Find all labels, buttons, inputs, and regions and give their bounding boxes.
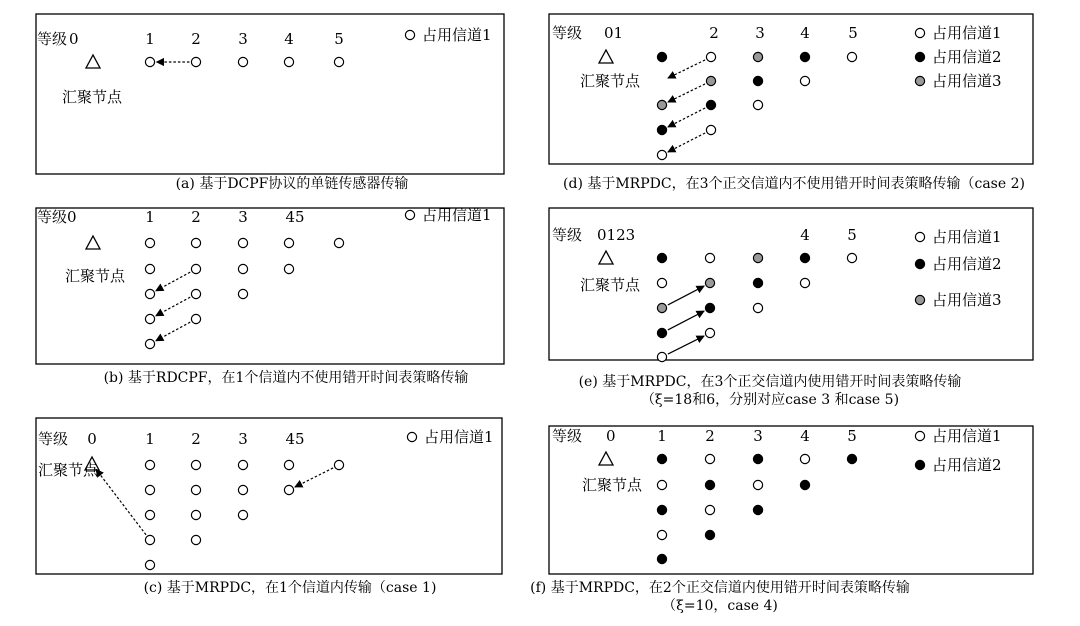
transmission-arrow <box>668 311 704 330</box>
transmission-arrow <box>156 322 190 341</box>
level-number: 01 <box>604 24 624 42</box>
level-number: 0 <box>67 208 77 226</box>
sensor-node-black <box>800 52 809 61</box>
sensor-node-white <box>800 278 809 287</box>
sensor-node-gray <box>753 52 762 61</box>
sensor-node-black <box>753 278 762 287</box>
sensor-node-white <box>800 454 809 463</box>
sink-node-icon <box>599 50 613 63</box>
panel-caption: (e) 基于MRPDC，在3个正交信道内使用错开时间表策略传输 <box>578 374 962 390</box>
sensor-node-white <box>657 150 666 159</box>
sensor-node-black <box>706 100 715 109</box>
level-number: 0 <box>87 430 97 448</box>
sensor-node-white <box>145 535 154 544</box>
sensor-node-black <box>800 480 809 489</box>
sensor-node-white <box>705 253 714 262</box>
sensor-node-gray <box>705 278 714 287</box>
legend-label: 占用信道1 <box>424 428 494 446</box>
legend-swatch-white <box>407 432 416 441</box>
level-number: 2 <box>191 30 201 48</box>
sensor-node-white <box>145 238 154 247</box>
sensor-node-white <box>284 485 293 494</box>
sensor-node-gray <box>753 253 762 262</box>
sensor-node-white <box>753 303 762 312</box>
sensor-node-black <box>705 303 714 312</box>
sensor-node-black <box>657 328 666 337</box>
sensor-node-black <box>705 480 714 489</box>
panel-b <box>36 206 504 386</box>
panel-caption: （ξ=10，case 4) <box>662 598 778 614</box>
sink-node-icon <box>86 55 100 68</box>
sensor-node-white <box>706 52 715 61</box>
sensor-node-white <box>753 100 762 109</box>
sensor-node-black <box>753 454 762 463</box>
level-number: 4 <box>284 30 294 48</box>
sink-node-icon <box>599 251 613 264</box>
level-label: 等级 <box>552 24 583 42</box>
level-number: 4 <box>800 24 810 42</box>
level-number: 3 <box>753 427 763 445</box>
panel-b-frame <box>36 208 504 364</box>
sensor-node-white <box>145 510 154 519</box>
legend-swatch-white <box>915 431 924 440</box>
sensor-node-white <box>657 278 666 287</box>
level-number: 2 <box>709 24 719 42</box>
legend-swatch-black <box>915 52 924 61</box>
level-number: 5 <box>847 427 857 445</box>
panel-caption: (c) 基于MRPDC，在1个信道内传输（case 1) <box>143 580 437 596</box>
sensor-node-white <box>705 505 714 514</box>
legend-label: 占用信道2 <box>932 456 1002 474</box>
legend-swatch-gray <box>915 295 924 304</box>
legend-label: 占用信道2 <box>932 255 1002 273</box>
sensor-node-white <box>145 339 154 348</box>
sensor-node-white <box>191 535 200 544</box>
transmission-arrow <box>668 84 705 102</box>
panel-a <box>36 14 504 192</box>
legend-swatch-black <box>915 460 924 469</box>
sensor-node-white <box>145 560 154 569</box>
sensor-node-white <box>191 238 200 247</box>
legend-label: 占用信道1 <box>422 206 492 224</box>
level-number: 1 <box>657 427 667 445</box>
transmission-arrow <box>295 468 333 487</box>
sensor-node-white <box>238 289 247 298</box>
legend-label: 占用信道2 <box>932 48 1002 66</box>
sensor-node-white <box>145 264 154 273</box>
level-number: 3 <box>755 24 765 42</box>
sensor-node-white <box>284 238 293 247</box>
sensor-node-white <box>706 125 715 134</box>
sensor-node-white <box>800 76 809 85</box>
legend-label: 占用信道3 <box>932 72 1002 90</box>
sink-node-icon <box>599 452 613 465</box>
level-number: 1 <box>145 30 155 48</box>
sensor-node-white <box>238 264 247 273</box>
sink-label: 汇聚节点 <box>581 476 643 494</box>
sensor-node-black <box>657 52 666 61</box>
transmission-arrow <box>668 336 704 354</box>
sensor-node-white <box>238 57 247 66</box>
level-number: 0123 <box>597 226 636 244</box>
panel-d <box>549 14 1033 192</box>
level-number: 1 <box>145 208 155 226</box>
legend-swatch-gray <box>915 76 924 85</box>
sensor-node-white <box>238 460 247 469</box>
panel-e <box>549 208 1033 408</box>
sensor-node-white <box>145 57 154 66</box>
level-number: 45 <box>285 208 305 226</box>
level-number: 3 <box>238 208 248 226</box>
sensor-node-black <box>705 530 714 539</box>
sensor-node-white <box>657 480 666 489</box>
sensor-node-black <box>657 505 666 514</box>
sensor-node-white <box>334 238 343 247</box>
legend-swatch-white <box>405 30 414 39</box>
sensor-node-black <box>800 253 809 262</box>
sensor-node-white <box>191 510 200 519</box>
level-number: 2 <box>191 430 201 448</box>
sink-label: 汇聚节点 <box>61 88 123 106</box>
sensor-node-black <box>657 125 666 134</box>
legend-label: 占用信道1 <box>932 24 1002 42</box>
transmission-arrow <box>668 60 705 78</box>
level-number: 0 <box>606 427 616 445</box>
level-label: 等级 <box>552 427 583 445</box>
panel-caption: (d) 基于MRPDC，在3个正交信道内不使用错开时间表策略传输（case 2) <box>563 176 1025 192</box>
level-number: 4 <box>800 427 810 445</box>
level-label: 等级 <box>37 30 68 48</box>
level-number: 3 <box>238 30 248 48</box>
transmission-arrow <box>668 108 705 127</box>
panel-caption: （ξ=18和6，分别对应case 3 和case 5) <box>640 392 900 408</box>
level-number: 3 <box>238 430 248 448</box>
legend-label: 占用信道1 <box>422 26 492 44</box>
sensor-node-black <box>657 554 666 563</box>
level-number: 1 <box>145 430 155 448</box>
sensor-node-white <box>238 485 247 494</box>
sensor-node-white <box>657 530 666 539</box>
level-number: 5 <box>847 226 857 244</box>
sensor-node-black <box>657 253 666 262</box>
legend-swatch-black <box>915 259 924 268</box>
sensor-node-black <box>847 454 856 463</box>
transmission-arrow <box>156 272 190 291</box>
sink-label: 汇聚节点 <box>579 276 641 294</box>
transmission-arrow <box>668 286 704 305</box>
legend-swatch-white <box>915 232 924 241</box>
level-label: 等级 <box>552 226 583 244</box>
sensor-node-black <box>657 454 666 463</box>
level-number: 5 <box>848 24 858 42</box>
sensor-node-white <box>847 52 856 61</box>
panel-caption: (f) 基于MRPDC，在2个正交信道内使用错开时间表策略传输 <box>530 580 910 596</box>
sensor-node-white <box>191 289 200 298</box>
panel-c <box>36 418 502 596</box>
panel-f-frame <box>549 426 1033 574</box>
sensor-node-white <box>238 510 247 519</box>
sensor-node-white <box>847 253 856 262</box>
sensor-node-white <box>334 57 343 66</box>
legend-label: 占用信道1 <box>932 228 1002 246</box>
level-number: 4 <box>800 226 810 244</box>
sensor-node-white <box>191 264 200 273</box>
sensor-node-white <box>191 57 200 66</box>
sensor-node-black <box>753 505 762 514</box>
sensor-node-white <box>753 480 762 489</box>
level-number: 5 <box>334 30 344 48</box>
level-number: 0 <box>69 30 79 48</box>
sensor-node-white <box>191 314 200 323</box>
sensor-node-white <box>284 264 293 273</box>
sensor-node-white <box>705 454 714 463</box>
sensor-node-white <box>145 289 154 298</box>
panel-caption: (a) 基于DCPF协议的单链传感器传输 <box>175 176 409 192</box>
sink-label: 汇聚节点 <box>64 267 126 285</box>
legend-swatch-white <box>915 28 924 37</box>
sensor-node-white <box>145 460 154 469</box>
level-number: 2 <box>191 208 201 226</box>
level-label: 等级 <box>37 208 68 226</box>
panel-f <box>530 426 1033 614</box>
sink-label: 汇聚节点 <box>37 461 99 479</box>
transmission-arrow <box>96 469 146 535</box>
sensor-node-black <box>753 76 762 85</box>
sink-label: 汇聚节点 <box>579 72 641 90</box>
sensor-node-gray <box>657 303 666 312</box>
sensor-node-white <box>334 460 343 469</box>
legend-label: 占用信道1 <box>932 427 1002 445</box>
sensor-node-white <box>191 485 200 494</box>
sensor-node-white <box>284 57 293 66</box>
transmission-arrow <box>156 297 190 316</box>
sensor-node-white <box>657 352 666 361</box>
legend-label: 占用信道3 <box>932 291 1002 309</box>
sensor-node-gray <box>706 76 715 85</box>
sensor-node-white <box>145 314 154 323</box>
level-number: 45 <box>285 430 305 448</box>
sensor-node-white <box>191 460 200 469</box>
sensor-node-white <box>238 238 247 247</box>
sensor-node-gray <box>657 100 666 109</box>
sensor-node-white <box>284 460 293 469</box>
level-number: 2 <box>705 427 715 445</box>
legend-swatch-white <box>405 210 414 219</box>
sensor-node-white <box>145 485 154 494</box>
level-label: 等级 <box>38 430 69 448</box>
panel-caption: (b) 基于RDCPF，在1个信道内不使用错开时间表策略传输 <box>103 370 469 386</box>
sink-node-icon <box>86 236 100 249</box>
transmission-arrow <box>668 133 705 152</box>
sensor-node-white <box>705 328 714 337</box>
